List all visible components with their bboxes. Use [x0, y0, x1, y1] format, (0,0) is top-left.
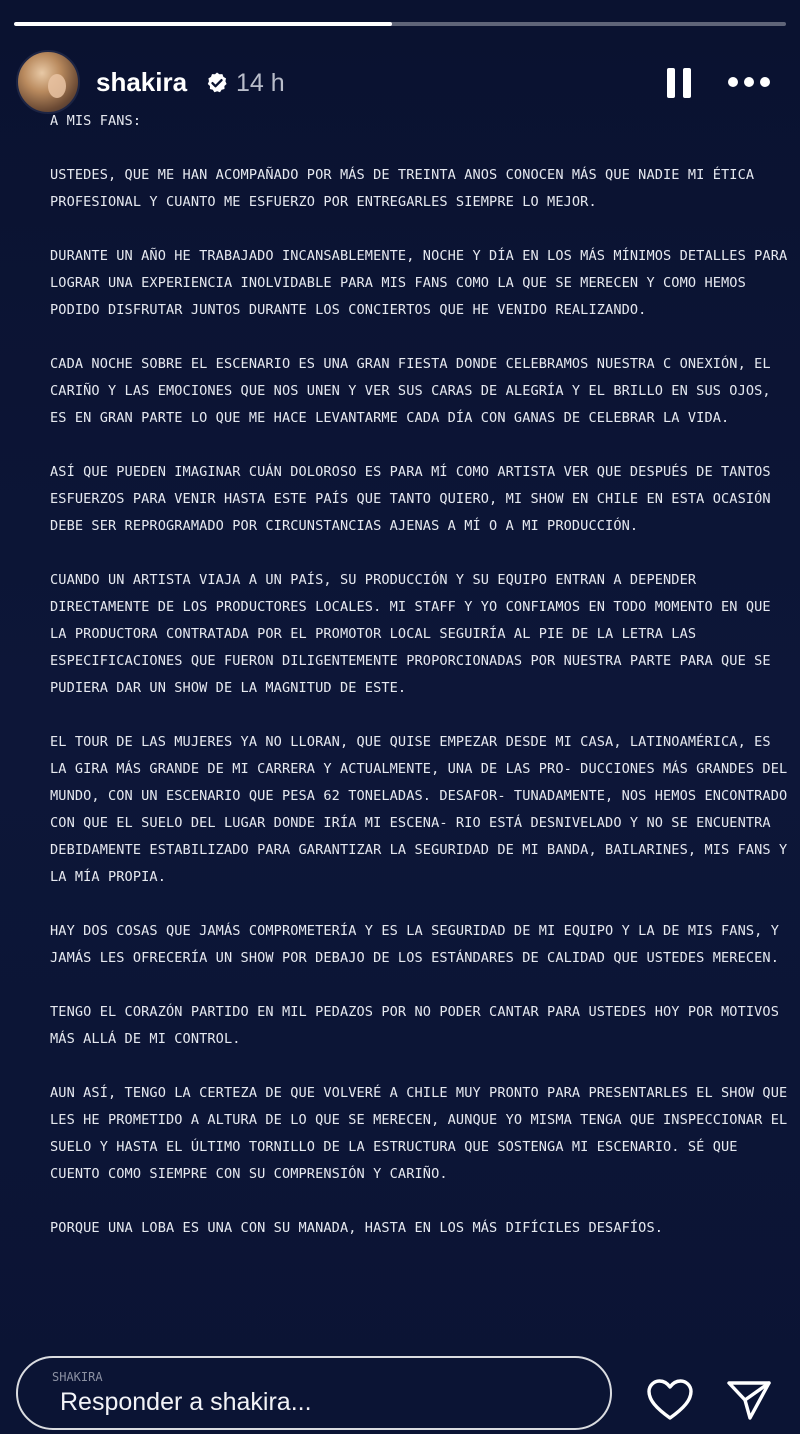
letter-paragraph: PORQUE UNA LOBA ES UNA CON SU MANADA, HASTA EN LOS MÁS DIFÍCILES DESAFÍOS. — [50, 1220, 664, 1236]
pause-icon[interactable] — [664, 66, 694, 100]
username[interactable]: shakira — [96, 67, 188, 97]
letter-paragraph: HAY DOS COSAS QUE JAMÁS COMPROMETERÍA Y ES LA SEGURIDAD DE MI EQUIPO Y LA DE MIS FANS, Y JAMÁS LES OFRECERÍA UN SHOW POR DEBAJO DE LOS ESTÁNDARES DE CALIDAD QUE USTEDES MERECEN. — [50, 923, 780, 966]
avatar-face — [48, 74, 66, 98]
story-progress-fill — [14, 22, 392, 26]
letter-paragraph: CADA NOCHE SOBRE EL ESCENARIO ES UNA GRAN FIESTA DONDE CELEBRAMOS NUESTRA C ONEXIÓN, EL CARIÑO Y LAS EMOCIONES QUE NOS UNEN Y VER SUS CARAS DE ALEGRÍA Y EL BRILLO EN SUS OJOS, ES EN GRAN PARTE LO QUE ME HACE LEVANTARME CADA DÍA CON GANAS DE CELEBRAR LA VIDA. — [50, 356, 771, 426]
verified-badge-icon — [205, 71, 229, 95]
heart-icon[interactable] — [646, 1378, 694, 1422]
story-progress-bar — [14, 22, 786, 26]
letter-paragraph: EL TOUR DE LAS MUJERES YA NO LLORAN, QUE QUISE EMPEZAR DESDE MI CASA, LATINOAMÉRICA, ES LA GIRA MÁS GRANDE DE MI CARRERA Y ACTUALMENTE, UNA DE LAS PRO- DUCCIONES MÁS GRANDES DEL MUNDO, CON UN ESCENARIO QUE PESA 62 TONELADAS. DESAFOR- TUNADAMENTE, NOS HEMOS ENCONTRADO CON QUE EL SUELO DEL LUGAR DONDE IRÍA MI ESCENA- RIO ESTÁ DESNIVELADO Y NO SE ENCUENTRA DEBIDAMENTE ESTABILIZADO PARA GARANTIZAR LA SEGURIDAD DE MI BANDA, BAILARINES, MIS FANS Y LA MÍA PROPIA. — [50, 734, 788, 885]
avatar[interactable] — [16, 50, 80, 114]
reply-owner-label: SHAKIRA — [52, 1370, 103, 1384]
letter-greeting: A MIS FANS: — [50, 113, 142, 129]
send-icon[interactable] — [726, 1378, 772, 1422]
letter-paragraph: CUANDO UN ARTISTA VIAJA A UN PAÍS, SU PRODUCCIÓN Y SU EQUIPO ENTRAN A DEPENDER DIRECTAMENTE DE LOS PRODUCTORES LOCALES. MI STAFF Y YO CONFIAMOS EN TODO MOMENTO EN QUE LA PRODUCTORA CONTRATADA POR EL PROMOTOR LOCAL SEGUIRÍA AL PIE DE LA LETRA LAS ESPECIFICACIONES QUE FUERON DILIGENTEMENTE PROPORCIONADAS POR NUESTRA PARTE PARA QUE SE PUDIERA DAR UN SHOW DE LA MAGNITUD DE ESTE. — [50, 572, 771, 696]
reply-input[interactable] — [16, 1356, 612, 1430]
letter-paragraph: DURANTE UN AÑO HE TRABAJADO INCANSABLEMENTE, NOCHE Y DÍA EN LOS MÁS MÍNIMOS DETALLES PARA LOGRAR UNA EXPERIENCIA INOLVIDABLE PARA MIS FANS COMO LA QUE SE MERECEN Y COMO HEMOS PODIDO DISFRUTAR JUNTOS DURANTE LOS CONCIERTOS QUE HE VENIDO REALIZANDO. — [50, 248, 788, 318]
story-timestamp: 14 h — [236, 69, 285, 97]
reply-placeholder: Responder a shakira... — [60, 1388, 312, 1416]
story-letter — [50, 108, 792, 1269]
letter-paragraph: ASÍ QUE PUEDEN IMAGINAR CUÁN DOLOROSO ES PARA MÍ COMO ARTISTA VER QUE DESPUÉS DE TANTOS ESFUERZOS PARA VENIR HASTA ESTE PAÍS QUE TANTO QUIERO, MI SHOW EN CHILE EN ESTA OCASIÓN DEBE SER REPROGRAMADO POR CIRCUNSTANCIAS AJENAS A MÍ O A MI PRODUCCIÓN. — [50, 464, 771, 534]
letter-paragraph: TENGO EL CORAZÓN PARTIDO EN MIL PEDAZOS POR NO PODER CANTAR PARA USTEDES HOY POR MOTIVOS MÁS ALLÁ DE MI CONTROL. — [50, 1004, 780, 1047]
letter-paragraph: USTEDES, QUE ME HAN ACOMPAÑADO POR MÁS DE TREINTA ANOS CONOCEN MÁS QUE NADIE MI ÉTICA PROFESIONAL Y CUANTO ME ESFUERZO POR ENTREGARLES SIEMPRE LO MEJOR. — [50, 167, 755, 210]
letter-paragraph: AUN ASÍ, TENGO LA CERTEZA DE QUE VOLVERÉ A CHILE MUY PRONTO PARA PRESENTARLES EL SHOW QUE LES HE PROMETIDO A ALTURA DE LO QUE SE MERECEN, AUNQUE YO MISMA TENGA QUE INSPECCIONAR EL SUELO Y HASTA EL ÚLTIMO TORNILLO DE LA ESTRUCTURA QUE SOSTENGA MI ESCENARIO. SÉ QUE CUENTO COMO SIEMPRE CON SU COMPRENSIÓN Y CARIÑO. — [50, 1085, 788, 1182]
more-icon[interactable] — [726, 72, 772, 92]
